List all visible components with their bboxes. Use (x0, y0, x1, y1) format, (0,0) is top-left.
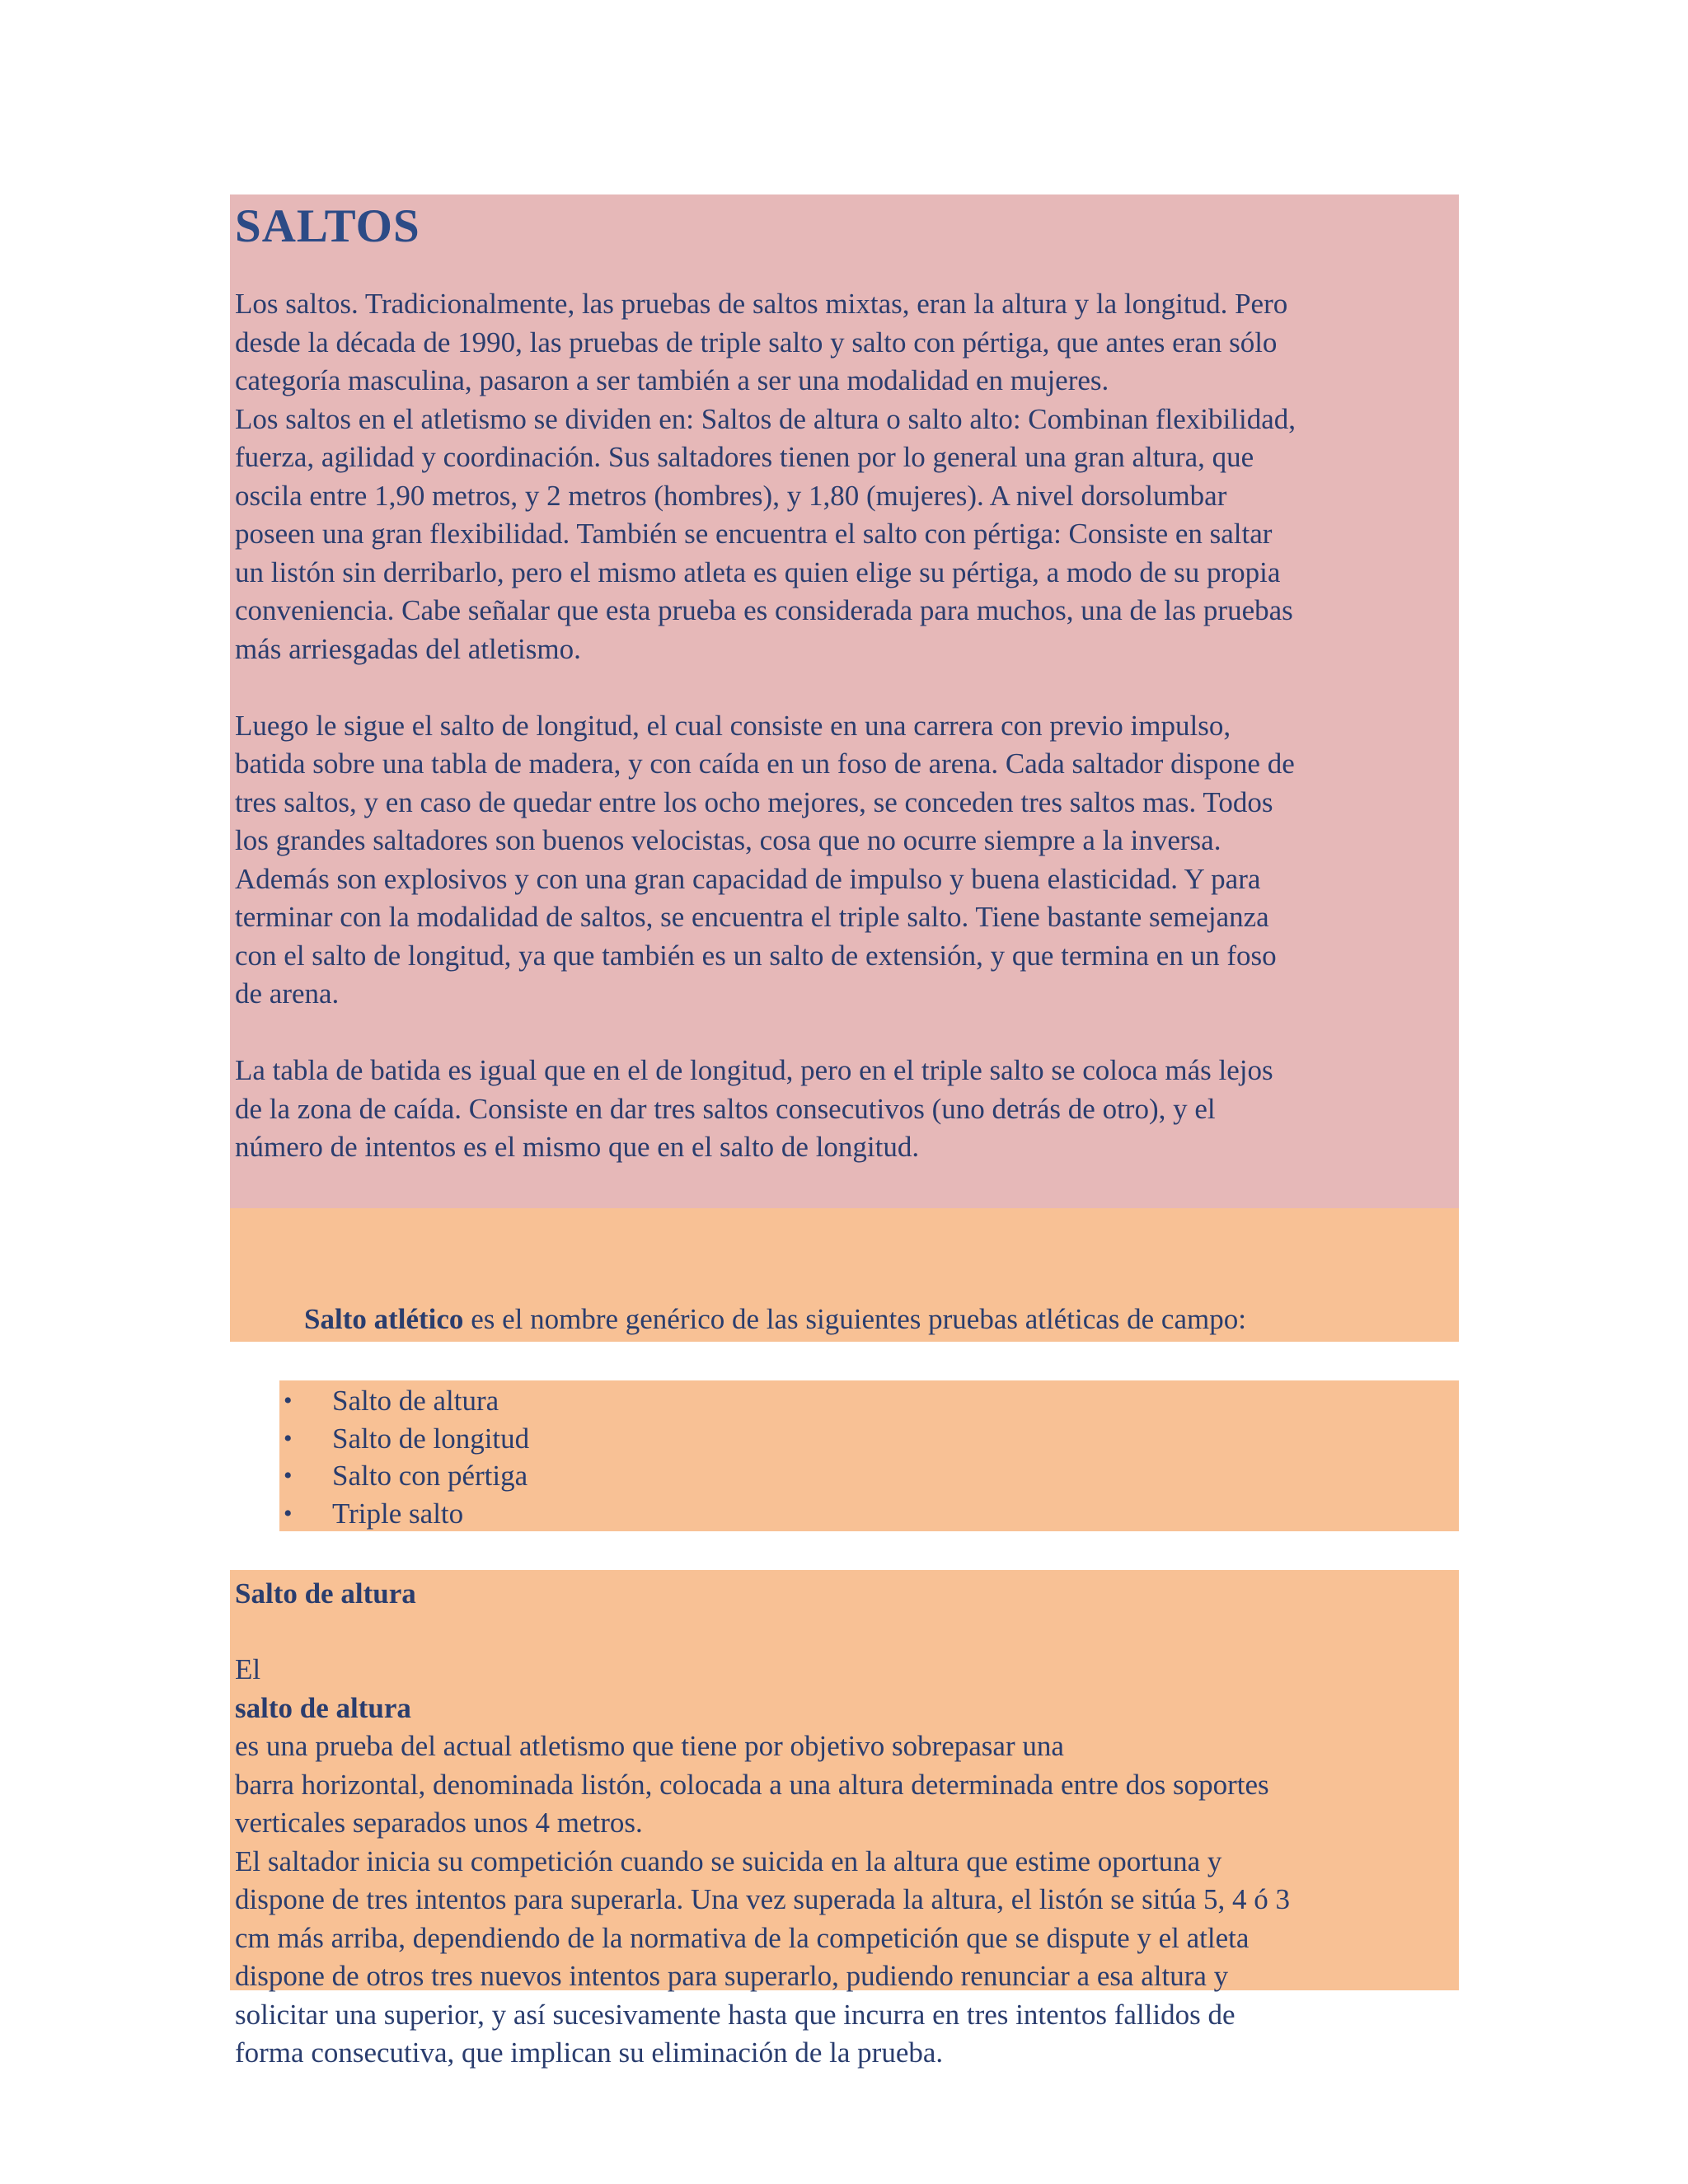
text-run: es una prueba del actual atletismo que tiene por objetivo sobrepasar una (235, 1730, 1064, 1762)
text-line: tres saltos, y en caso de quedar entre los ocho mejores, se conceden tres saltos mas. Todos (235, 785, 1273, 818)
saltos-paragraph-3 (235, 1052, 1454, 1167)
text-line: La tabla de batida es igual que en el de longitud, pero en el triple salto se coloca más lejos (235, 1054, 1273, 1086)
list-item (279, 1420, 1459, 1458)
list-item-label: Salto de longitud (332, 1422, 530, 1455)
saltos-section (230, 194, 1459, 1208)
text-line: verticales separados unos 4 metros. (235, 1807, 643, 1839)
text-line: con el salto de longitud, ya que también es un salto de extensión, y que termina en un foso (235, 939, 1277, 972)
text-line: más arriesgadas del atletismo. (235, 632, 581, 665)
list-item-label: Salto con pértiga (332, 1460, 528, 1492)
events-list (279, 1380, 1459, 1532)
generic-term: Salto atlético (304, 1303, 464, 1335)
text-line: de la zona de caída. Consiste en dar tres saltos consecutivos (uno detrás de otro), y el (235, 1092, 1216, 1125)
text-line: categoría masculina, pasaron a ser también a ser una modalidad en mujeres. (235, 364, 1109, 396)
text-line: conveniencia. Cabe señalar que esta prueba es considerada para muchos, una de las pruebas (235, 594, 1293, 626)
list-item-label: Salto de altura (332, 1385, 499, 1417)
text-line: solicitar una superior, y así sucesivamente hasta que incurra en tres intentos fallidos de (235, 1998, 1236, 2031)
text-line: fuerza, agilidad y coordinación. Sus saltadores tienen por lo general una gran altura, que (235, 441, 1254, 473)
text-line: Los saltos. Tradicionalmente, las pruebas de saltos mixtas, eran la altura y la longitud. Pero (235, 288, 1288, 320)
generic-definition (304, 1301, 1246, 1338)
bold-term: salto de altura (235, 1691, 411, 1724)
text-line: número de intentos es el mismo que en el salto de longitud. (235, 1131, 920, 1163)
bullet-icon: • (284, 1462, 293, 1489)
text-line: poseen una gran flexibilidad. También se encuentra el salto con pértiga: Consiste en saltar (235, 518, 1273, 550)
text-line: Luego le sigue el salto de longitud, el cual consiste en una carrera con previo impulso, (235, 709, 1231, 742)
saltos-paragraph-2 (235, 707, 1454, 1014)
events-list-section (279, 1380, 1459, 1531)
text-line: terminar con la modalidad de saltos, se encuentra el triple salto. Tiene bastante semejanza (235, 901, 1269, 933)
text-line: forma consecutiva, que implican su eliminación de la prueba. (235, 2036, 944, 2069)
text-line: El saltador inicia su competición cuando se suicida en la altura que estime oportuna y (235, 1844, 1222, 1877)
text-line: oscila entre 1,90 metros, y 2 metros (hombres), y 1,80 (mujeres). A nivel dorsolumbar (235, 479, 1227, 512)
saltos-paragraph-1 (235, 285, 1454, 668)
bullet-icon: • (284, 1499, 293, 1527)
bullet-icon: • (284, 1387, 293, 1414)
text-line: dispone de tres intentos para superarla. Una vez superada la altura, el listón se sitúa 5, 4 ó 3 (235, 1883, 1291, 1915)
text-line (235, 1651, 1454, 1766)
text-line: los grandes saltadores son buenos velocistas, cosa que no ocurre siempre a la inversa. (235, 824, 1221, 856)
text-line: barra horizontal, denominada listón, colocada a una altura determinada entre dos soportes (235, 1768, 1269, 1801)
text-line: Los saltos en el atletismo se dividen en: Saltos de altura o salto alto: Combinan flexibilidad, (235, 402, 1296, 435)
text-run: El (235, 1653, 261, 1685)
section-heading: Salto de altura (235, 1577, 416, 1610)
list-item (279, 1457, 1459, 1495)
text-line: desde la década de 1990, las pruebas de triple salto y salto con pértiga, que antes eran sólo (235, 326, 1278, 359)
generic-definition-text: es el nombre genérico de las siguientes pruebas atléticas de campo: (463, 1303, 1246, 1335)
generic-definition-section (230, 1208, 1459, 1342)
list-item-label: Triple salto (332, 1497, 464, 1530)
text-line: un listón sin derribarlo, pero el mismo atleta es quien elige su pértiga, a modo de su propia (235, 555, 1281, 588)
text-line: dispone de otros tres nuevos intentos para superarlo, pudiendo renunciar a esa altura y (235, 1960, 1229, 1992)
text-line: de arena. (235, 977, 340, 1010)
altura-paragraph (235, 1651, 1454, 2073)
list-item (279, 1382, 1459, 1420)
text-line: batida sobre una tabla de madera, y con caída en un foso de arena. Cada saltador dispone de (235, 748, 1295, 780)
list-item (279, 1495, 1459, 1533)
text-line: cm más arriba, dependiendo de la normativa de la competición que se dispute y el atleta (235, 1921, 1250, 1954)
bullet-icon: • (284, 1424, 293, 1452)
page-title: SALTOS (235, 200, 420, 252)
text-line: Además son explosivos y con una gran capacidad de impulso y buena elasticidad. Y para (235, 862, 1261, 895)
salto-de-altura-section (230, 1570, 1459, 2069)
